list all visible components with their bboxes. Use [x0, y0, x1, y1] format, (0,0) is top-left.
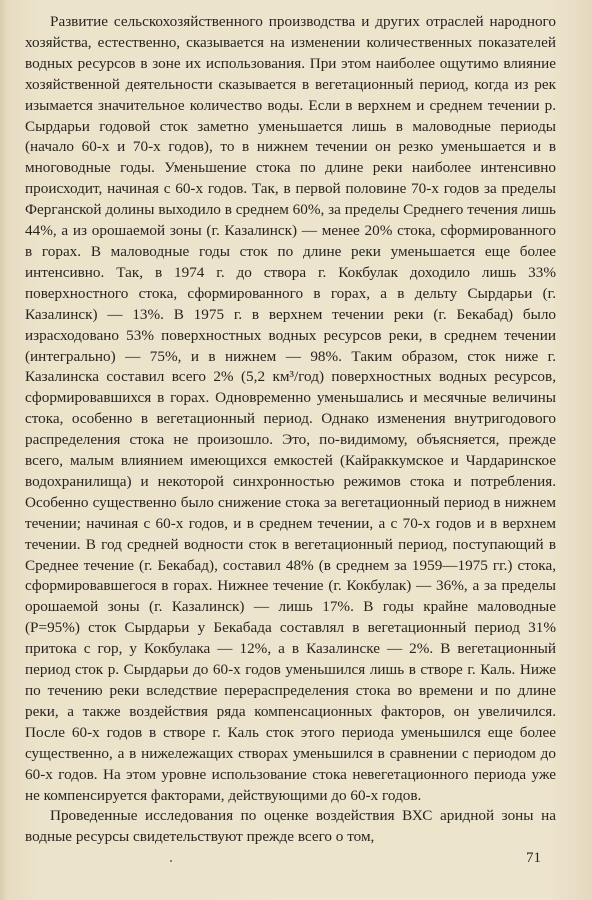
body-text: [25, 12, 556, 848]
print-speck: [170, 860, 172, 862]
page-number: 71: [526, 850, 541, 866]
paragraph-2: Проведенные исследования по оценке воздействия ВХС аридной зоны на водные ресурсы свидетельствуют прежде всего о том,: [25, 807, 556, 846]
paragraph-1: Развитие сельскохозяйственного производства и других отраслей народного хозяйства, естественно, сказывается на изменении количественных показателей водных ресурсов в зоне их использования. При этом наиболее ощутимо влияние хозяйственной деятельности сказывается в вегетационный период, когда из рек изымается значительное количество воды. Если в верхнем и среднем течении р. Сырдарьи годовой сток заметно уменьшается лишь в маловодные периоды (начало 60-х и 70-х годов), то в нижнем течении он резко уменьшается и в многоводные годы. Уменьшение стока по длине реки наиболее интенсивно происходит, начиная с 60-х годов. Так, в первой половине 70-х годов за пределы Ферганской долины выходило в среднем 60%, за пределы Среднего течения лишь 44%, а из орошаемой зоны (г. Казалинск) — менее 20% стока, сформированного в горах. В маловодные годы сток по длине реки уменьшается еще более интенсивно. Так, в 1974 г. до створа г. Кокбулак доходило лишь 33% поверхностного стока, сформированного в горах, а в дельту Сырдарьи (г. Казалинск) — 13%. В 1975 г. в верхнем течении реки (г. Бекабад) было израсходовано 53% поверхностных водных ресурсов реки, в среднем течении (интегрально) — 75%, и в нижнем — 98%. Таким образом, сток ниже г. Казалинска составил всего 2% (5,2 км³/год) поверхностных водных ресурсов, сформировавшихся в горах. Одновременно уменьшались и месячные величины стока, особенно в вегетационный период. Однако изменения внутригодового распределения стока не произошло. Это, по-видимому, объясняется, прежде всего, малым влиянием имеющихся емкостей (Кайраккумское и Чардаринское водохранилища) и некоторой синхронностью режимов стока и потребления. Особенно существенно было снижение стока за вегетационный период в нижнем течении; начиная с 60-х годов, и в среднем течении, а с 70-х годов и в верхнем течении. В год средней водности сток в вегетационный период, поступающий в Среднее течение (г. Бекабад), составил 48% (в среднем за 1959—1975 гг.) стока, сформировавшегося в горах. Нижнее течение (г. Кокбулак) — 36%, а за пределы орошаемой зоны (г. Казалинск) — лишь 17%. В годы крайне маловодные (P=95%) сток Сырдарьи у Бекабада составлял в вегетационный период 31% притока с гор, у Кокбулака — 12%, а в Казалинске — 2%. В вегетационный период сток р. Сырдарьи до 60-х годов уменьшился лишь в створе г. Каль. Ниже по течению реки вследствие перераспределения стока во времени и по длине реки, а также воздействия ряда компенсационных факторов, он увеличился. После 60-х годов в створе г. Каль сток этого периода уменьшился еще более существенно, а в нижележащих створах уменьшился в сравнении с периодом до 60-х годов. На этом уровне использование стока невегетационного периода уже не компенсируется факторами, действующими до 60-х годов.: [25, 13, 556, 804]
